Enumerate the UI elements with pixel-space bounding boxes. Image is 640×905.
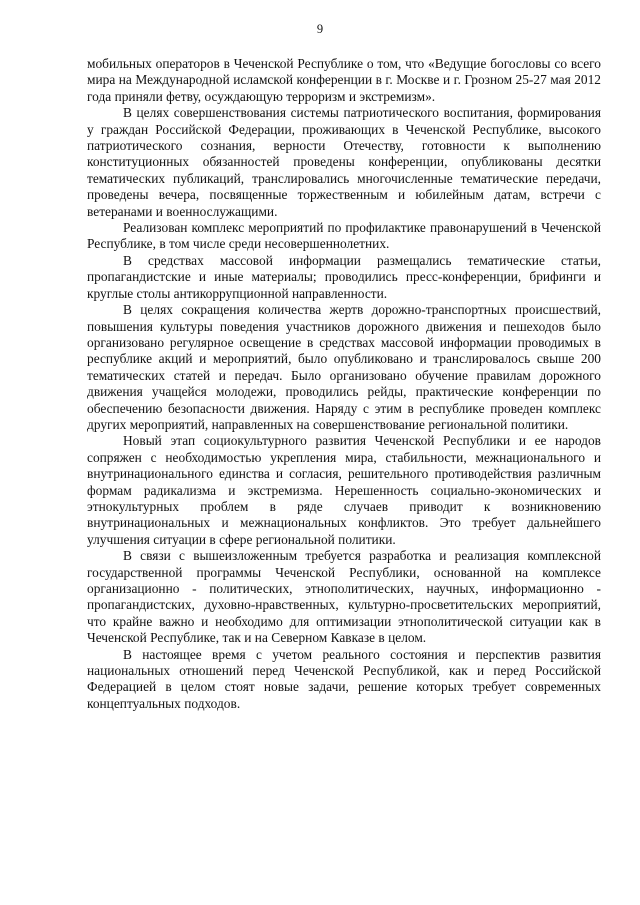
paragraph: В целях совершенствования системы патриотического воспитания, формирования у граждан Российской Федерации, проживающих в Чеченской Республике, высокого патриотического сознания, верности Отечеству, готовности к выполнению конституционных обязанностей проведены конференции, опубликованы десятки тематических публикаций, транслировались многочисленные тематические передачи, проведены вечера, посвященные торжественным и юбилейным датам, встречи с ветеранами и военнослужащими. [87,105,601,219]
paragraph: В настоящее время с учетом реального состояния и перспектив развития национальных отношений перед Чеченской Республикой, как и перед Российской Федерацией в целом стоят новые задачи, решение которых требует современных концептуальных подходов. [87,646,601,711]
paragraph: Реализован комплекс мероприятий по профилактике правонарушений в Чеченской Республике, в том числе среди несовершеннолетних. [87,220,601,252]
paragraph: В целях сокращения количества жертв дорожно-транспортных происшествий, повышения культуры поведения участников дорожного движения и пешеходов было организовано регулярное освещение в средствах массовой информации проводимых в республике акций и мероприятий, было опубликовано и транслировалось свыше 200 тематических статей и передач. Было организовано обучение правилам дорожного движения учащейся молодежи, проводились рейды, практические конференции по обеспечению безопасности движения. Наряду с этим в республике проведен комплекс других мероприятий, направленных на совершенствование региональной политики. [87,302,601,432]
paragraph: В связи с вышеизложенным требуется разработка и реализация комплексной государственной программы Чеченской Республики, основанной на комплексе организационно - политических, этнополитических, научных, информационно - пропагандистских, духовно-нравственных, культурно-просветительских мероприятий, что крайне важно и необходимо для оптимизации этнополитической ситуации как в Чеченской Республике, так и на Северном Кавказе в целом. [87,548,601,646]
page-number: 9 [316,22,324,36]
document-body [87,56,601,712]
paragraph: мобильных операторов в Чеченской Республике о том, что «Ведущие богословы со всего мира на Международной исламской конференции в г. Москве и г. Грозном 25-27 мая 2012 года приняли фетву, осуждающую терроризм и экстремизм». [87,56,601,104]
paragraph: Новый этап социокультурного развития Чеченской Республики и ее народов сопряжен с необходимостью укрепления мира, стабильности, межнационального и внутринационального единства и согласия, решительного противодействия различным формам радикализма и экстремизма. Нерешенность социально-экономических и этнокультурных проблем в ряде случаев приводит к возникновению внутринациональных и межнациональных конфликтов. Это требует дальнейшего улучшения ситуации в сфере региональной политики. [87,433,601,547]
paragraph: В средствах массовой информации размещались тематические статьи, пропагандистские и иные материалы; проводились пресс-конференции, брифинги и круглые столы антикоррупционной направленности. [87,252,601,301]
